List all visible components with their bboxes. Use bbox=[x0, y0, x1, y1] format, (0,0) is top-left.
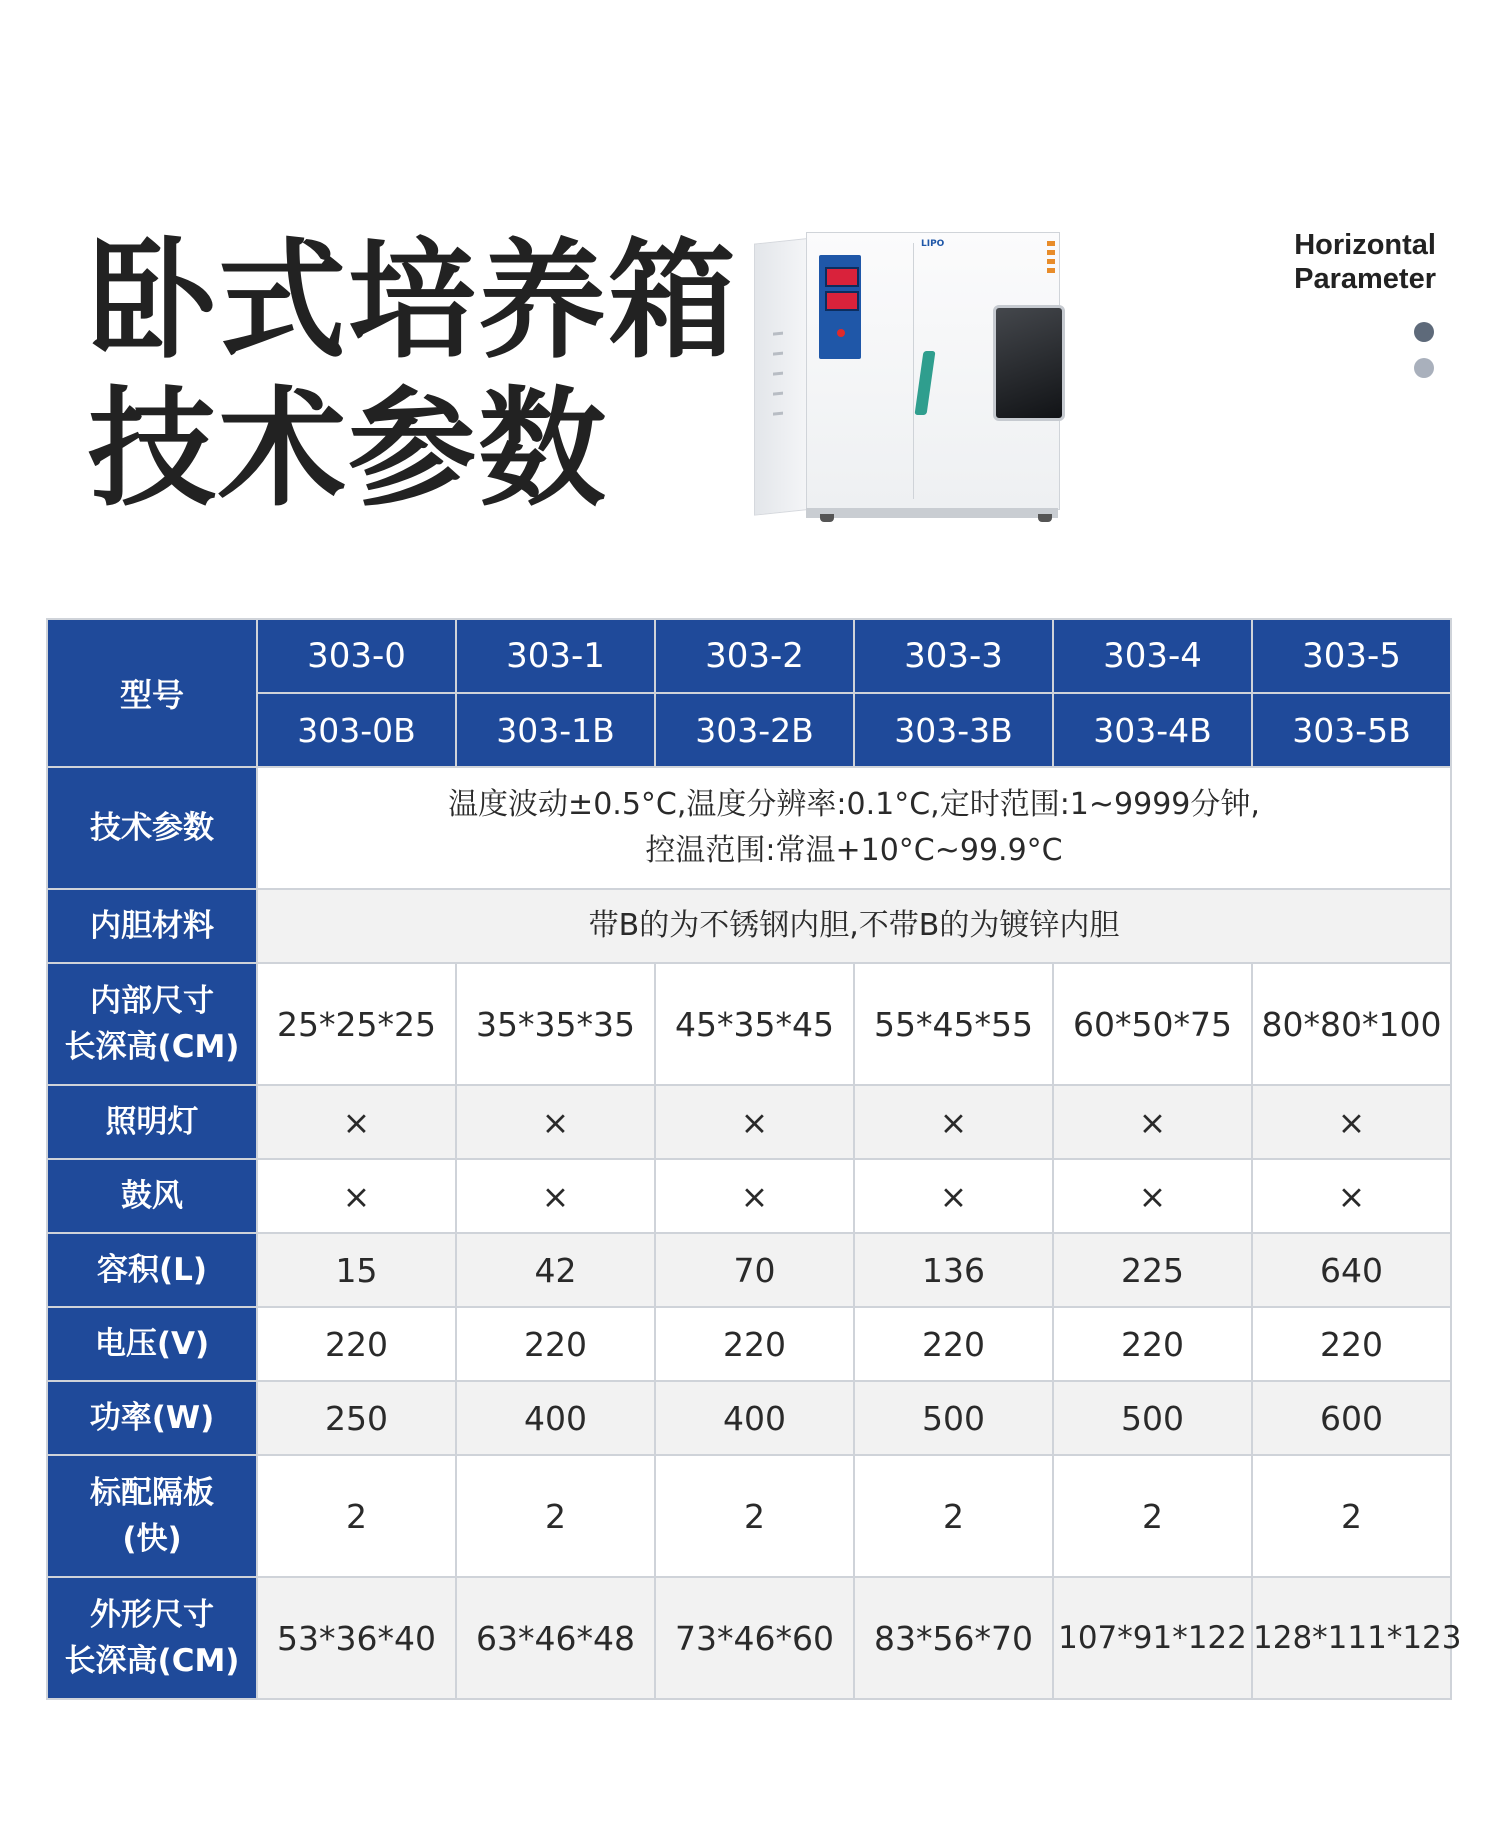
shelf-label-line-2: (快) bbox=[122, 1521, 182, 1557]
model-cell: 303-5 bbox=[1252, 619, 1451, 693]
shelf-cell: 2 bbox=[655, 1455, 854, 1577]
shelf-cell: 2 bbox=[456, 1455, 655, 1577]
table-row bbox=[47, 619, 1451, 693]
page-title bbox=[88, 228, 738, 524]
side-label-line-2: Parameter bbox=[1294, 263, 1436, 295]
table-row bbox=[47, 1233, 1451, 1307]
power-cell: 500 bbox=[1053, 1381, 1252, 1455]
inner-size-label-line-2: 长深高(CM) bbox=[64, 1029, 240, 1065]
x-mark-icon: × bbox=[456, 1159, 655, 1233]
fan-label: 鼓风 bbox=[47, 1159, 257, 1233]
model-label: 型号 bbox=[47, 619, 257, 767]
inner-size-cell: 35*35*35 bbox=[456, 963, 655, 1085]
light-label: 照明灯 bbox=[47, 1085, 257, 1159]
outer-size-label-line-2: 长深高(CM) bbox=[64, 1643, 240, 1679]
x-mark-icon: × bbox=[257, 1159, 456, 1233]
shelf-cell: 2 bbox=[1053, 1455, 1252, 1577]
voltage-cell: 220 bbox=[1053, 1307, 1252, 1381]
inner-size-cell: 80*80*100 bbox=[1252, 963, 1451, 1085]
model-cell: 303-4 bbox=[1053, 619, 1252, 693]
outer-size-cell: 53*36*40 bbox=[257, 1577, 456, 1699]
voltage-cell: 220 bbox=[854, 1307, 1053, 1381]
volume-cell: 225 bbox=[1053, 1233, 1252, 1307]
voltage-cell: 220 bbox=[655, 1307, 854, 1381]
x-mark-icon: × bbox=[456, 1085, 655, 1159]
voltage-cell: 220 bbox=[1252, 1307, 1451, 1381]
outer-size-cell: 128*111*123 bbox=[1252, 1577, 1451, 1699]
x-mark-icon: × bbox=[1252, 1085, 1451, 1159]
model-b-cell: 303-4B bbox=[1053, 693, 1252, 767]
voltage-cell: 220 bbox=[257, 1307, 456, 1381]
shelf-cell: 2 bbox=[1252, 1455, 1451, 1577]
tech-text bbox=[257, 767, 1451, 889]
volume-cell: 15 bbox=[257, 1233, 456, 1307]
model-cell: 303-1 bbox=[456, 619, 655, 693]
material-text: 带B的为不锈钢内胆,不带B的为镀锌内胆 bbox=[257, 889, 1451, 963]
model-b-cell: 303-0B bbox=[257, 693, 456, 767]
voltage-label: 电压(V) bbox=[47, 1307, 257, 1381]
volume-label: 容积(L) bbox=[47, 1233, 257, 1307]
cabinet-front bbox=[806, 232, 1060, 510]
x-mark-icon: × bbox=[854, 1085, 1053, 1159]
model-b-cell: 303-5B bbox=[1252, 693, 1451, 767]
outer-size-cell: 83*56*70 bbox=[854, 1577, 1053, 1699]
model-cell: 303-2 bbox=[655, 619, 854, 693]
door-window bbox=[993, 305, 1065, 421]
table-row bbox=[47, 889, 1451, 963]
x-mark-icon: × bbox=[854, 1159, 1053, 1233]
shelf-cell: 2 bbox=[257, 1455, 456, 1577]
inner-size-label-line-1: 内部尺寸 bbox=[90, 983, 214, 1019]
table-row bbox=[47, 963, 1451, 1085]
control-panel bbox=[819, 255, 861, 359]
inner-size-cell: 25*25*25 bbox=[257, 963, 456, 1085]
brand-logo: LIPO bbox=[921, 239, 945, 249]
tech-label: 技术参数 bbox=[47, 767, 257, 889]
page-dots bbox=[1414, 322, 1436, 394]
model-cell: 303-0 bbox=[257, 619, 456, 693]
dot-indicator bbox=[1414, 358, 1434, 378]
title-line-2: 技术参数 bbox=[88, 375, 609, 524]
x-mark-icon: × bbox=[655, 1085, 854, 1159]
power-cell: 400 bbox=[655, 1381, 854, 1455]
x-mark-icon: × bbox=[257, 1085, 456, 1159]
voltage-cell: 220 bbox=[456, 1307, 655, 1381]
power-cell: 400 bbox=[456, 1381, 655, 1455]
model-b-cell: 303-3B bbox=[854, 693, 1053, 767]
power-label: 功率(W) bbox=[47, 1381, 257, 1455]
volume-cell: 640 bbox=[1252, 1233, 1451, 1307]
inner-size-cell: 55*45*55 bbox=[854, 963, 1053, 1085]
x-mark-icon: × bbox=[1053, 1159, 1252, 1233]
table-row bbox=[47, 693, 1451, 767]
tech-text-line-1: 温度波动±0.5°C,温度分辨率:0.1°C,定时范围:1~9999分钟, bbox=[448, 787, 1260, 822]
table-row bbox=[47, 1381, 1451, 1455]
shelf-cell: 2 bbox=[854, 1455, 1053, 1577]
cabinet-side bbox=[754, 238, 808, 516]
material-label: 内胆材料 bbox=[47, 889, 257, 963]
outer-size-cell: 63*46*48 bbox=[456, 1577, 655, 1699]
outer-size-label bbox=[47, 1577, 257, 1699]
outer-size-label-line-1: 外形尺寸 bbox=[90, 1597, 214, 1633]
model-b-cell: 303-1B bbox=[456, 693, 655, 767]
table-row bbox=[47, 1577, 1451, 1699]
x-mark-icon: × bbox=[1252, 1159, 1451, 1233]
outer-size-cell: 107*91*122 bbox=[1053, 1577, 1252, 1699]
inner-size-cell: 45*35*45 bbox=[655, 963, 854, 1085]
title-line-1: 卧式培养箱 bbox=[88, 227, 739, 376]
table-row bbox=[47, 767, 1451, 889]
table-row bbox=[47, 1307, 1451, 1381]
volume-cell: 70 bbox=[655, 1233, 854, 1307]
x-mark-icon: × bbox=[655, 1159, 854, 1233]
power-cell: 250 bbox=[257, 1381, 456, 1455]
outer-size-cell: 73*46*60 bbox=[655, 1577, 854, 1699]
side-label-line-1: Horizontal bbox=[1294, 229, 1436, 261]
model-b-cell: 303-2B bbox=[655, 693, 854, 767]
model-cell: 303-3 bbox=[854, 619, 1053, 693]
inner-size-cell: 60*50*75 bbox=[1053, 963, 1252, 1085]
shelf-label bbox=[47, 1455, 257, 1577]
table-row bbox=[47, 1159, 1451, 1233]
x-mark-icon: × bbox=[1053, 1085, 1252, 1159]
spec-table bbox=[46, 618, 1462, 1700]
volume-cell: 136 bbox=[854, 1233, 1053, 1307]
power-cell: 500 bbox=[854, 1381, 1053, 1455]
side-label bbox=[1294, 228, 1436, 296]
dot-indicator bbox=[1414, 322, 1434, 342]
door-handle bbox=[915, 351, 936, 415]
power-cell: 600 bbox=[1252, 1381, 1451, 1455]
tech-text-line-2: 控温范围:常温+10°C~99.9°C bbox=[645, 833, 1063, 868]
shelf-label-line-1: 标配隔板 bbox=[90, 1475, 214, 1511]
volume-cell: 42 bbox=[456, 1233, 655, 1307]
incubator-image bbox=[746, 232, 1066, 522]
table-row bbox=[47, 1085, 1451, 1159]
table-row bbox=[47, 1455, 1451, 1577]
inner-size-label bbox=[47, 963, 257, 1085]
